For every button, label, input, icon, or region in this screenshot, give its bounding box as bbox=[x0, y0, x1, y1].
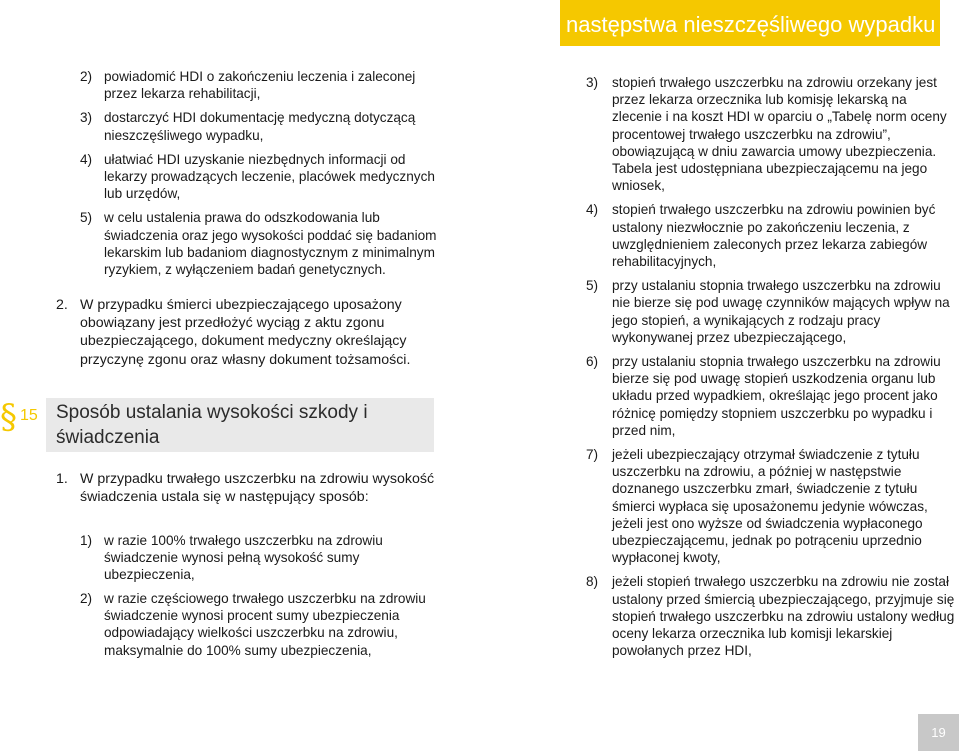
list-item-number: 5) bbox=[80, 210, 93, 226]
list-item bbox=[80, 68, 440, 102]
list-item bbox=[586, 201, 956, 270]
list-item-text: ułatwiać HDI uzyskanie niezbędnych informacji od lekarzy prowadzących leczenie, placówek medycznych lub urzędów, bbox=[104, 151, 435, 202]
list-item-number: 8) bbox=[586, 574, 599, 590]
list-item-number: 2) bbox=[80, 591, 93, 606]
point-1-paragraph bbox=[56, 470, 436, 506]
list-item-text: jeżeli ubezpieczający otrzymał świadczenie z tytułu uszczerbku na zdrowiu, a później w następstwie doznanego uszczerbku zmarł, świadczenie z tytułu śmierci wypłaca się uposażonemu jedynie wówczas, jeżeli jest ono wyższe od świadczenia wypłaconego ubezpieczającemu, jednak po potrąceniu uprzednio wypłaconej kwoty, bbox=[612, 447, 928, 566]
section-heading-box bbox=[46, 398, 434, 452]
list-item-text: w razie częściowego trwałego uszczerbku na zdrowiu świadczenie wynosi procent sumy ubezpieczenia odpowiadający wielkości uszczerbku na zdrowiu, maksymalnie do 100% sumy ubezpieczenia, bbox=[104, 591, 426, 658]
list-item-number: 3) bbox=[80, 110, 93, 126]
section-symbol: § bbox=[0, 397, 17, 437]
list-item-text: w celu ustalenia prawa do odszkodowania lub świadczenia oraz jego wysokości poddać się badaniom lekarskim lub badaniom diagnostycznym z minimalnym ryzykiem, z wyłączeniem badań genetycznych. bbox=[104, 210, 437, 278]
list-item-text: stopień trwałego uszczerbku na zdrowiu powinien być ustalony niezwłocznie po zakończeniu leczenia, z uwzględnieniem zaleconych przez lekarza zabiegów rehabilitacyjnych, bbox=[612, 202, 936, 270]
list-item-number: 7) bbox=[586, 447, 599, 463]
section-title: Sposób ustalania wysokości szkody i świadczenia bbox=[56, 402, 368, 448]
list-item bbox=[80, 151, 440, 203]
list-item bbox=[80, 532, 440, 584]
list-item bbox=[80, 209, 440, 278]
point-text: W przypadku śmierci ubezpieczającego uposażony obowiązany jest przedłożyć wyciąg z aktu zgonu ubezpieczającego, dokument medyczny określający przyczynę zgonu oraz własny dokument tożsamości. bbox=[80, 297, 411, 368]
point-text: W przypadku trwałego uszczerbku na zdrowiu wysokość świadczenia ustala się w następujący sposób: bbox=[80, 471, 435, 506]
point-number: 2. bbox=[56, 297, 68, 313]
list-item-text: przy ustalaniu stopnia trwałego uszczerbku na zdrowiu bierze się pod uwagę stopień uszkodzenia organu lub układu przed wypadkiem, określając jego procent jako różnicę pomiędzy stopniem uszczerbku po wypadku i przed nim, bbox=[612, 354, 941, 438]
list-item-number: 4) bbox=[586, 202, 599, 218]
list-item bbox=[586, 74, 956, 194]
left-column-list bbox=[80, 68, 440, 285]
list-item-text: dostarczyć HDI dokumentację medyczną dotyczącą nieszczęśliwego wypadku, bbox=[104, 110, 416, 143]
list-item-number: 5) bbox=[586, 278, 599, 294]
right-column-list bbox=[586, 74, 956, 667]
list-item bbox=[586, 573, 956, 659]
list-item-number: 6) bbox=[586, 354, 599, 370]
section-paragraph-icon bbox=[0, 397, 44, 437]
list-item-number: 1) bbox=[80, 533, 93, 548]
point-text-wrapper bbox=[56, 296, 436, 369]
list-item-text: stopień trwałego uszczerbku na zdrowiu orzekany jest przez lekarza orzecznika lub komisję lekarską na zlecenie i na koszt HDI w oparciu o „Tabelę norm oceny procentowej trwałego uszczerbku na zdrowiu”, obowiązującą w dniu zawarcia umowy ubezpieczenia. Tabela jest udostępniana ubezpieczającemu na jego wniosek, bbox=[612, 75, 947, 194]
list-item bbox=[586, 446, 956, 566]
page-number: 19 bbox=[918, 714, 959, 751]
list-item-number: 3) bbox=[586, 75, 599, 90]
list-item-text: w razie 100% trwałego uszczerbku na zdrowiu świadczenie wynosi pełną wysokość sumy ubezpieczenia, bbox=[104, 533, 383, 583]
list-item bbox=[80, 109, 440, 143]
list-item-text: przy ustalaniu stopnia trwałego uszczerbku na zdrowiu nie bierze się pod uwagę czynników mających wpływ na jego stopień, a wynikających z rodzaju pracy wykonywanej przez ubezpieczającego, bbox=[612, 278, 950, 345]
list-item-number: 4) bbox=[80, 151, 93, 167]
page-header-title: następstwa nieszczęśliwego wypadku bbox=[560, 0, 940, 46]
list-item-text: jeżeli stopień trwałego uszczerbku na zdrowiu nie został ustalony przed śmiercią ubezpieczającego, przyjmuje się stopień trwałego uszczerbku na zdrowiu ustalony według oceny lekarza orzecznika lub komisji lekarskiej powołanych przez HDI, bbox=[612, 574, 955, 659]
point-2-paragraph bbox=[56, 296, 436, 369]
list-item bbox=[586, 277, 956, 346]
list-item bbox=[80, 590, 440, 659]
point-number: 1. bbox=[56, 471, 68, 487]
list-item-number: 2) bbox=[80, 69, 93, 84]
list-item-text: powiadomić HDI o zakończeniu leczenia i zaleconej przez lekarza rehabilitacji, bbox=[104, 69, 416, 102]
point-text-wrapper bbox=[56, 470, 436, 506]
section-number: 15 bbox=[20, 407, 38, 424]
list-item bbox=[586, 353, 956, 439]
